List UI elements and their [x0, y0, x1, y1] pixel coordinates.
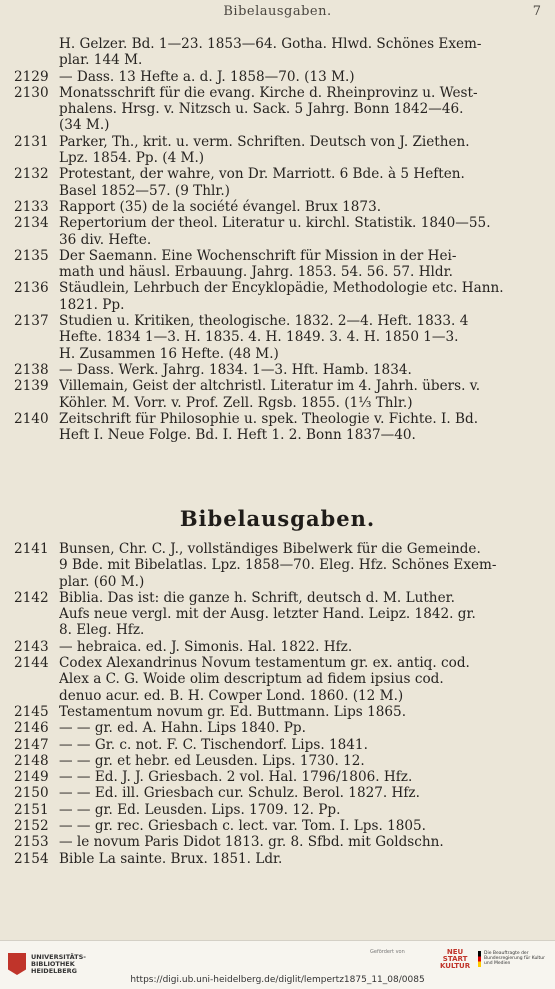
entry-text [59, 737, 544, 753]
catalog-entry [14, 36, 544, 69]
catalog-entry [14, 639, 544, 655]
section-heading: Bibelausgaben. [179, 506, 376, 531]
entry-line: (34 M.) [59, 117, 110, 134]
entry-line: — hebraica. ed. J. Simonis. Hal. 1822. Hfz. [59, 638, 353, 655]
entry-text [59, 590, 544, 639]
catalog-entry [14, 737, 544, 753]
catalog-entry [14, 85, 544, 134]
entry-line: — Dass. Werk. Jahrg. 1834. 1—3. Hft. Hamb. 1834. [59, 361, 412, 378]
entry-line: Repertorium der theol. Literatur u. kirchl. Statistik. 1840—55. [59, 215, 491, 232]
entry-number [14, 36, 59, 69]
entry-line: — — Ed. ill. Griesbach cur. Schulz. Berol. 1827. Hfz. [59, 785, 420, 802]
entry-line: Bunsen, Chr. C. J., vollständiges Bibelwerk für die Gemeinde. [59, 541, 481, 557]
entry-text [59, 802, 544, 818]
funders-label: Gefördert von [370, 949, 405, 955]
entry-number: 2135 [14, 247, 49, 264]
entry-line: — — gr. Ed. Leusden. Lips. 1709. 12. Pp. [59, 801, 341, 818]
neustart-logo[interactable] [440, 949, 470, 970]
entry-line: Alex a C. G. Woide olim descriptum ad fidem ipsius cod. [59, 671, 444, 688]
entry-text [59, 834, 544, 850]
catalog-entry [14, 199, 544, 215]
catalog-entry [14, 704, 544, 720]
federal-logo-text: Die Beauftragte der Bundesregierung für Kultur und Medien [484, 951, 546, 966]
entry-text [59, 541, 544, 590]
entry-number: 2154 [14, 850, 49, 867]
entry-number: 2139 [14, 378, 49, 395]
catalog-entry [14, 313, 544, 362]
entry-line: Rapport (35) de la société évangel. Brux 1873. [59, 198, 382, 215]
entry-text [59, 704, 544, 720]
entry-number: 2145 [14, 703, 49, 720]
catalog-entry [14, 655, 544, 704]
entry-number: 2133 [14, 198, 49, 215]
entry-text [59, 280, 544, 313]
german-flag-icon [478, 951, 481, 967]
entry-line: H. Zusammen 16 Hefte. (48 M.) [59, 345, 279, 362]
entry-line: H. Gelzer. Bd. 1—23. 1853—64. Gotha. Hlwd. Schönes Exem- [59, 36, 482, 52]
entry-line: Zeitschrift für Philosophie u. spek. Theologie v. Fichte. I. Bd. [59, 410, 479, 427]
entry-line: Codex Alexandrinus Novum testamentum gr. ex. antiq. cod. [59, 655, 470, 672]
catalog-entry [14, 215, 544, 248]
entry-line: Bible La sainte. Brux. 1851. Ldr. [59, 850, 283, 867]
catalog-entry [14, 166, 544, 199]
entry-text [59, 248, 544, 281]
entry-line: 9 Bde. mit Bibelatlas. Lpz. 1858—70. Eleg. Hfz. Schönes Exem- [59, 557, 497, 574]
entry-number: 2143 [14, 638, 49, 655]
entry-line: Basel 1852—57. (9 Thlr.) [59, 182, 230, 199]
catalog-entry [14, 753, 544, 769]
entry-line: — — Gr. c. not. F. C. Tischendorf. Lips. 1841. [59, 736, 368, 753]
entry-line: — — Ed. J. J. Griesbach. 2 vol. Hal. 1796/1806. Hfz. [59, 769, 413, 786]
entry-text [59, 313, 544, 362]
entry-number: 2149 [14, 769, 49, 786]
entry-number: 2144 [14, 655, 49, 672]
entry-line: 36 div. Hefte. [59, 231, 152, 248]
entry-number: 2140 [14, 410, 49, 427]
catalog-entry [14, 362, 544, 378]
catalog-entry [14, 802, 544, 818]
catalog-entry [14, 851, 544, 867]
entry-line: 1821. Pp. [59, 296, 125, 313]
entry-number: 2153 [14, 834, 49, 851]
entry-text [59, 85, 544, 134]
entry-number: 2136 [14, 280, 49, 297]
library-shield-icon [8, 953, 26, 975]
entry-text [59, 720, 544, 736]
entry-number: 2131 [14, 133, 49, 150]
entry-text [59, 411, 544, 444]
entry-number: 2146 [14, 720, 49, 737]
catalog-entry [14, 818, 544, 834]
library-name-line3: HEIDELBERG [31, 966, 78, 975]
page-header [0, 4, 555, 22]
entry-line: — — gr. et hebr. ed Leusden. Lips. 1730. 12. [59, 752, 365, 769]
catalog-entry [14, 411, 544, 444]
entry-line: Der Saemann. Eine Wochenschrift für Mission in der Hei- [59, 247, 457, 264]
library-name-line2: BIBLIOTHEK [31, 959, 75, 968]
entry-line: math und häusl. Erbauung. Jahrg. 1853. 54. 56. 57. Hldr. [59, 264, 453, 281]
entry-list-bottom [14, 541, 544, 867]
catalog-entry [14, 720, 544, 736]
entry-text [59, 36, 544, 69]
library-name-line1: UNIVERSITÄTS- [31, 952, 86, 961]
entry-line: Lpz. 1854. Pp. (4 M.) [59, 150, 205, 167]
entry-number: 2137 [14, 313, 49, 330]
entry-text [59, 166, 544, 199]
entry-number: 2134 [14, 215, 49, 232]
entry-number: 2141 [14, 541, 49, 557]
catalog-entry [14, 248, 544, 281]
entry-line: — le novum Paris Didot 1813. gr. 8. Sfbd. mit Goldschn. [59, 834, 444, 851]
entry-number: 2132 [14, 166, 49, 183]
running-title: Bibelausgaben. [223, 4, 332, 19]
entry-line: 8. Eleg. Hfz. [59, 622, 145, 639]
federal-logo[interactable] [478, 951, 554, 967]
entry-line: denuo acur. ed. B. H. Cowper Lond. 1860. (12 M.) [59, 687, 404, 704]
entry-number: 2150 [14, 785, 49, 802]
entry-line: Villemain, Geist der altchristl. Literatur im 4. Jahrh. übers. v. [59, 378, 481, 395]
library-logo[interactable] [8, 953, 86, 975]
entry-line: Köhler. M. Vorr. v. Prof. Zell. Rgsb. 1855. (1⅓ Thlr.) [59, 394, 413, 411]
entry-text [59, 785, 544, 801]
entry-number: 2148 [14, 752, 49, 769]
catalog-entry [14, 378, 544, 411]
entry-line: Studien u. Kritiken, theologische. 1832. 2—4. Heft. 1833. 4 [59, 313, 469, 330]
entry-text [59, 639, 544, 655]
entry-line: Biblia. Das ist: die ganze h. Schrift, deutsch d. M. Luther. [59, 589, 455, 606]
catalog-entry [14, 590, 544, 639]
entry-number: 2142 [14, 589, 49, 606]
entry-line: Stäudlein, Lehrbuch der Encyklopädie, Methodologie etc. Hann. [59, 280, 504, 297]
entry-line: Protestant, der wahre, von Dr. Marriott. 6 Bde. à 5 Heften. [59, 166, 465, 183]
entry-number: 2147 [14, 736, 49, 753]
entry-text [59, 378, 544, 411]
catalog-entry [14, 134, 544, 167]
entry-line: plar. 144 M. [59, 52, 143, 69]
entry-line: Hefte. 1834 1—3. H. 1835. 4. H. 1849. 3. 4. H. 1850 1—3. [59, 329, 459, 346]
entry-text [59, 199, 544, 215]
entry-line: — — gr. ed. A. Hahn. Lips 1840. Pp. [59, 720, 306, 737]
catalog-entry [14, 769, 544, 785]
page-number: 7 [532, 4, 541, 19]
entry-text [59, 215, 544, 248]
catalog-entry [14, 69, 544, 85]
entry-text [59, 362, 544, 378]
entry-text [59, 134, 544, 167]
catalog-entry [14, 541, 544, 590]
entry-line: Parker, Th., krit. u. verm. Schriften. Deutsch von J. Ziethen. [59, 133, 470, 150]
entry-line: — Dass. 13 Hefte a. d. J. 1858—70. (13 M.) [59, 68, 355, 85]
catalog-entry [14, 280, 544, 313]
entry-line: — — gr. rec. Griesbach c. lect. var. Tom. I. Lps. 1805. [59, 818, 426, 835]
entry-number: 2130 [14, 84, 49, 101]
entry-number: 2129 [14, 68, 49, 85]
entry-number: 2152 [14, 818, 49, 835]
entry-text [59, 69, 544, 85]
entry-line: Aufs neue vergl. mit der Ausg. letzter Hand. Leipz. 1842. gr. [59, 606, 476, 623]
source-url[interactable]: https://digi.ub.uni-heidelberg.de/diglit/lempertz1875_11_08/0085 [130, 975, 425, 985]
entry-line: Heft I. Neue Folge. Bd. I. Heft 1. 2. Bonn 1837—40. [59, 427, 416, 444]
catalog-entry [14, 785, 544, 801]
entry-line: Testamentum novum gr. Ed. Buttmann. Lips 1865. [59, 703, 407, 720]
entry-text [59, 753, 544, 769]
entry-number: 2138 [14, 361, 49, 378]
catalog-entry [14, 834, 544, 850]
entry-list-top [14, 36, 544, 443]
entry-number: 2151 [14, 801, 49, 818]
entry-text [59, 769, 544, 785]
entry-line: Monatsschrift für die evang. Kirche d. Rheinprovinz u. West- [59, 84, 478, 101]
neustart-line3: KULTUR [440, 962, 471, 970]
entry-text [59, 851, 544, 867]
entry-line: plar. (60 M.) [59, 573, 145, 590]
neustart-line2: START [442, 955, 468, 963]
entry-text [59, 818, 544, 834]
entry-text [59, 655, 544, 704]
entry-line: phalens. Hrsg. v. Nitzsch u. Sack. 5 Jahrg. Bonn 1842—46. [59, 101, 464, 118]
neustart-line1: NEU [446, 948, 464, 956]
